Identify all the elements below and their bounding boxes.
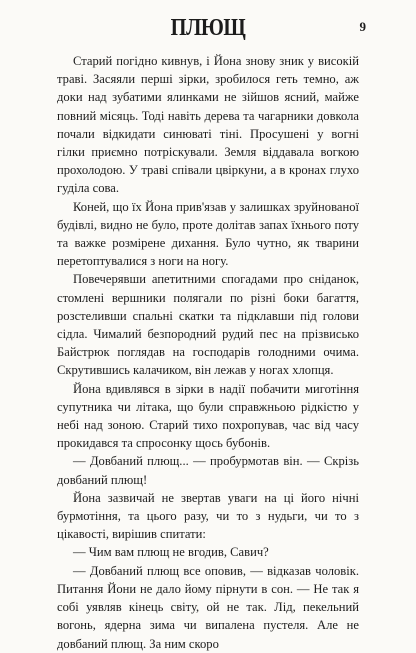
paragraph: Коней, що їх Йона прив'язав у залишках зруйнованої будівлі, видно не було, проте долітав запах їхнього поту та важке розмірене дихання. Було чутно, як тварини перетоптувалися з ноги на ногу. (57, 199, 359, 269)
paragraph: Йона вдивлявся в зірки в надії побачити миготіння супутника чи літака, що були справжньою рідкістю у небі над зоною. Старий тихо похропував, час від часу прокидався та спросонку щось бубонів. (57, 381, 359, 451)
page-number: 9 (359, 19, 366, 34)
paragraph: — Довбаний плющ... — пробурмотав він. — Скрізь довбаний плющ! (57, 454, 359, 487)
paragraph: Старий погідно кивнув, і Йона знову зник у високій траві. Засяяли перші зірки, зробилося геть темно, аж доки над зубатими ялинками не зійшов ясний, майже повний місяць. Тоді навіть дерева та чагарники довкола почали відкидати синюваті тіні. Просушені у вогні гілки приємно потріскували. Земля віддавала вогкою прохолодою. У траві співали цвіркуни, а в кронах глухо гуділа сова. (57, 54, 359, 196)
chapter-title: ПЛЮЩ (170, 15, 246, 41)
body-text (57, 52, 359, 653)
paragraph: Повечерявши апетитними спогадами про сніданок, стомлені вершники полягали по різні боки багаття, розстеливши спальні скатки та підклавши під голови сідла. Чималий безпородний рудий пес на прізвисько Байстрюк поглядав на господарів голодними очима. Скрутившись калачиком, він лежав у ногах хлопця. (57, 272, 359, 378)
running-header (0, 14, 416, 44)
paragraph: — Довбаний плющ все оповив, — відказав чоловік. Питання Йони не дало йому пірнути в сон. — Не так я собі уявляв кінець світу, ой не так. Лід, пекельний вогонь, ядерна зима чи випалена пустеля. Але не довбаний плющ. За ним скоро (57, 563, 359, 651)
paragraph: — Чим вам плющ не вгодив, Савич? (73, 545, 269, 560)
paragraph: Йона зазвичай не звертав уваги на ці його нічні бурмотіння, та цього разу, чи то з нудьги, чи то з цікавості, вирішив спитати: (57, 490, 359, 542)
